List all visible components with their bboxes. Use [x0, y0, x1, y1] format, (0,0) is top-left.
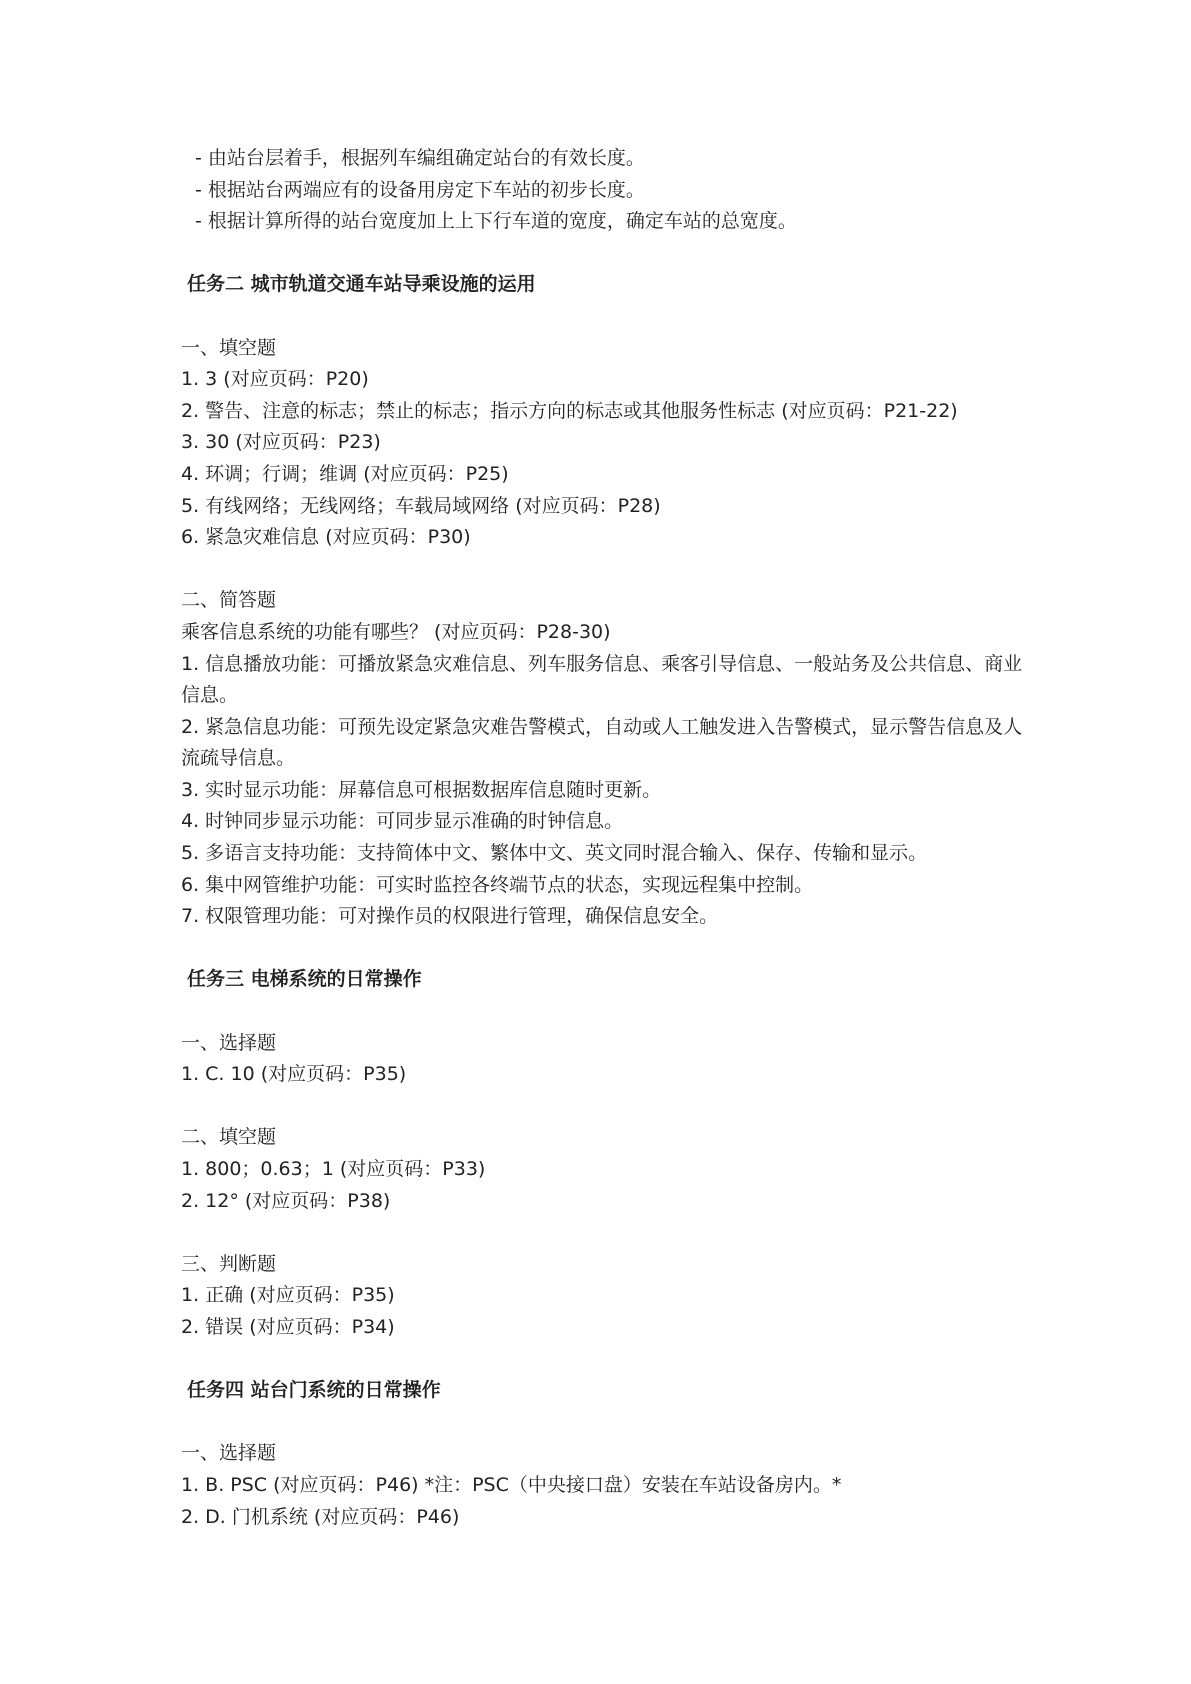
intro-point: - 根据计算所得的站台宽度加上上下行车道的宽度，确定车站的总宽度。	[195, 210, 797, 233]
spacer	[181, 238, 1041, 270]
answer-item: 6. 紧急灾难信息 (对应页码：P30)	[181, 526, 471, 549]
answer-item: 2. 紧急信息功能：可预先设定紧急灾难告警模式，自动或人工触发进入告警模式，显示警告信息及人流疏导信息。	[181, 715, 1023, 770]
answer-item: 1. B. PSC (对应页码：P46) *注：PSC（中央接口盘）安装在车站设备房内。*	[181, 1473, 842, 1496]
section-heading: 一、选择题	[181, 1442, 277, 1465]
answer-item: 3. 实时显示功能：屏幕信息可根据数据库信息随时更新。	[181, 778, 662, 801]
section-heading: 一、选择题	[181, 1031, 277, 1054]
answer-item: 4. 时钟同步显示功能：可同步显示准确的时钟信息。	[181, 810, 624, 833]
answer-item: 2. 12° (对应页码：P38)	[181, 1189, 391, 1212]
document-body	[181, 143, 1041, 1533]
section-heading: 三、判断题	[181, 1252, 277, 1275]
spacer	[181, 301, 1041, 333]
intro-point: - 根据站台两端应有的设备用房定下车站的初步长度。	[195, 178, 645, 201]
answer-item: 1. 正确 (对应页码：P35)	[181, 1284, 395, 1307]
answer-item: 1. 800；0.63；1 (对应页码：P33)	[181, 1158, 486, 1180]
answer-item: 5. 多语言支持功能：支持简体中文、繁体中文、英文同时混合输入、保存、传输和显示。	[181, 842, 928, 865]
spacer	[181, 996, 1041, 1028]
section-heading: 一、填空题	[181, 336, 277, 359]
spacer	[181, 554, 1041, 586]
spacer	[181, 933, 1041, 965]
task3-title: 任务三 电梯系统的日常操作	[187, 968, 422, 991]
answer-item: 7. 权限管理功能：可对操作员的权限进行管理，确保信息安全。	[181, 905, 719, 928]
intro-point: - 由站台层着手，根据列车编组确定站台的有效长度。	[195, 147, 645, 169]
answer-item: 6. 集中网管维护功能：可实时监控各终端节点的状态，实现远程集中控制。	[181, 873, 814, 896]
answer-item: 3. 30 (对应页码：P23)	[181, 431, 381, 454]
section-heading: 二、填空题	[181, 1126, 277, 1149]
answer-item: 2. D. 门机系统 (对应页码：P46)	[181, 1505, 460, 1528]
answer-item: 2. 错误 (对应页码：P34)	[181, 1315, 395, 1338]
answer-item: 1. C. 10 (对应页码：P35)	[181, 1063, 407, 1086]
task4-title: 任务四 站台门系统的日常操作	[187, 1379, 441, 1402]
answer-item: 2. 警告、注意的标志；禁止的标志；指示方向的标志或其他服务性标志 (对应页码：P21-22)	[181, 399, 958, 422]
task2-title: 任务二 城市轨道交通车站导乘设施的运用	[187, 273, 536, 296]
spacer	[181, 1091, 1041, 1123]
answer-item: 5. 有线网络；无线网络；车载局域网络 (对应页码：P28)	[181, 494, 661, 517]
question-text: 乘客信息系统的功能有哪些？ (对应页码：P28-30)	[181, 620, 611, 643]
answer-item: 4. 环调；行调；维调 (对应页码：P25)	[181, 462, 509, 485]
spacer	[181, 1344, 1041, 1376]
answer-item: 1. 信息播放功能：可播放紧急灾难信息、列车服务信息、乘客引导信息、一般站务及公共信息、商业信息。	[181, 652, 1023, 707]
spacer	[181, 1407, 1041, 1439]
spacer	[181, 1217, 1041, 1249]
answer-item: 1. 3 (对应页码：P20)	[181, 368, 369, 391]
section-heading: 二、简答题	[181, 589, 277, 612]
